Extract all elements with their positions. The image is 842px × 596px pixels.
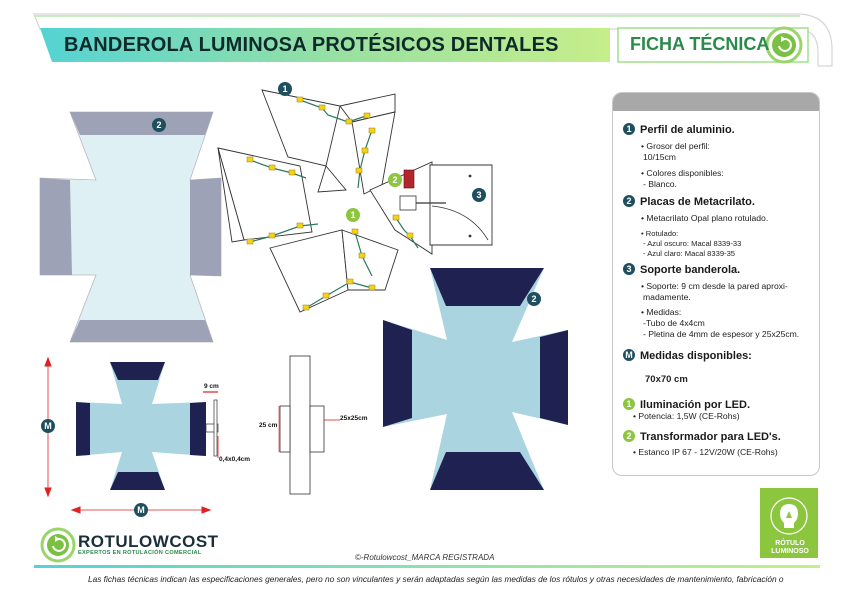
spec-number-badge: 3 — [623, 263, 635, 275]
transformer — [404, 170, 414, 188]
callout-2-transformer: 2 — [388, 173, 402, 187]
spec-number-badge: 2 — [623, 430, 635, 442]
dim-label-25cm: 25 cm — [259, 422, 278, 429]
spec-number-badge: 1 — [623, 123, 635, 135]
callout-2-left-face: 2 — [152, 118, 166, 132]
spec-perfil-line: 10/15cm — [643, 152, 676, 162]
spec-transformador-title — [623, 430, 781, 443]
footer-rule — [34, 565, 820, 568]
spec-placas-line: - Azul claro: Macal 8339-35 — [643, 249, 736, 258]
cross-face-large-left — [40, 112, 221, 342]
spec-soporte-line: - Pletina de 4mm de espesor y 25x25cm. — [643, 329, 800, 339]
screw — [469, 235, 472, 238]
spec-title-text: Perfil de aluminio. — [640, 124, 735, 136]
dim-label-9cm: 9 cm — [204, 383, 219, 390]
dim-label-25x25: 25x25cm — [340, 415, 368, 422]
spec-title-text: Placas de Metacrilato. — [640, 196, 755, 208]
spec-soporte-title — [623, 263, 740, 276]
callout-m-height: M — [41, 419, 55, 433]
callout-1-frame: 1 — [278, 82, 292, 96]
spec-title-text: Soporte banderola. — [640, 264, 741, 276]
callout-2-right-face: 2 — [527, 292, 541, 306]
callout-3-support: 3 — [472, 188, 486, 202]
copyright: ©-Rotulowcost_MARCA REGISTRADA — [355, 553, 495, 562]
ficha-tecnica-tag: FICHA TÉCNICA — [630, 34, 770, 54]
spec-placas-title — [623, 195, 755, 208]
spec-led-line: • Potencia: 1,5W (CE-Rohs) — [633, 411, 740, 421]
spec-title-text: Medidas disponibles: — [640, 350, 752, 362]
mount-plate — [400, 196, 416, 210]
spec-medidas-title — [623, 349, 752, 362]
badge-label: RÓTULO LUMINOSO — [771, 540, 809, 555]
spec-perfil-title — [623, 123, 735, 136]
footer-brand: ROTULOWCOST — [78, 532, 219, 551]
screw — [469, 175, 472, 178]
side-view — [280, 356, 324, 494]
spec-transformador-line: • Estanco IP 67 - 12V/20W (CE-Rohs) — [633, 447, 778, 457]
page-title: BANDEROLA LUMINOSA PROTÉSICOS DENTALES — [64, 34, 559, 56]
spec-perfil-line: - Blanco. — [643, 179, 677, 189]
spec-number-badge: M — [623, 349, 635, 361]
spec-panel-header — [613, 93, 819, 111]
spec-soporte-line: -Tubo de 4x4cm — [643, 318, 705, 328]
spec-medidas-value: 70x70 cm — [645, 374, 688, 385]
cross-face-small — [76, 362, 206, 490]
spec-placas-line: • Rotulado: — [641, 229, 679, 238]
logo-arrow-icon — [767, 28, 801, 62]
spec-soporte-line: madamente. — [643, 292, 691, 302]
footer-brand-sub: EXPERTOS EN ROTULACIÓN COMERCIAL — [78, 550, 202, 556]
spec-soporte-line: • Medidas: — [641, 307, 682, 317]
spec-title-text: Iluminación por LED. — [640, 399, 751, 411]
spec-placas-line: • Metacrilato Opal plano rotulado. — [641, 213, 769, 223]
dim-label-04x04: 0,4x0,4cm — [219, 456, 251, 463]
spec-perfil-line: • Grosor del perfil: — [641, 141, 710, 151]
spec-number-badge: 1 — [623, 398, 635, 410]
spec-perfil-line: • Colores disponibles: — [641, 168, 724, 178]
callout-1-led: 1 — [346, 208, 360, 222]
spec-led-title — [623, 398, 750, 411]
spec-soporte-line: • Soporte: 9 cm desde la pared aproxi- — [641, 281, 788, 291]
small-mount-plate — [214, 400, 217, 456]
spec-placas-line: - Azul oscuro: Macal 8339-33 — [643, 239, 742, 248]
footer-logo-icon — [42, 529, 74, 561]
callout-m-width: M — [134, 503, 148, 517]
spec-panel — [612, 92, 820, 476]
spec-number-badge: 2 — [623, 195, 635, 207]
disclaimer: Las fichas técnicas indican las especificaciones generales, pero no son vinculantes y serán adaptadas según las medidas de los rótulos y otras necesidades de mantenimiento, fabricación o — [88, 574, 784, 584]
spec-title-text: Transformador para LED's. — [640, 431, 781, 443]
